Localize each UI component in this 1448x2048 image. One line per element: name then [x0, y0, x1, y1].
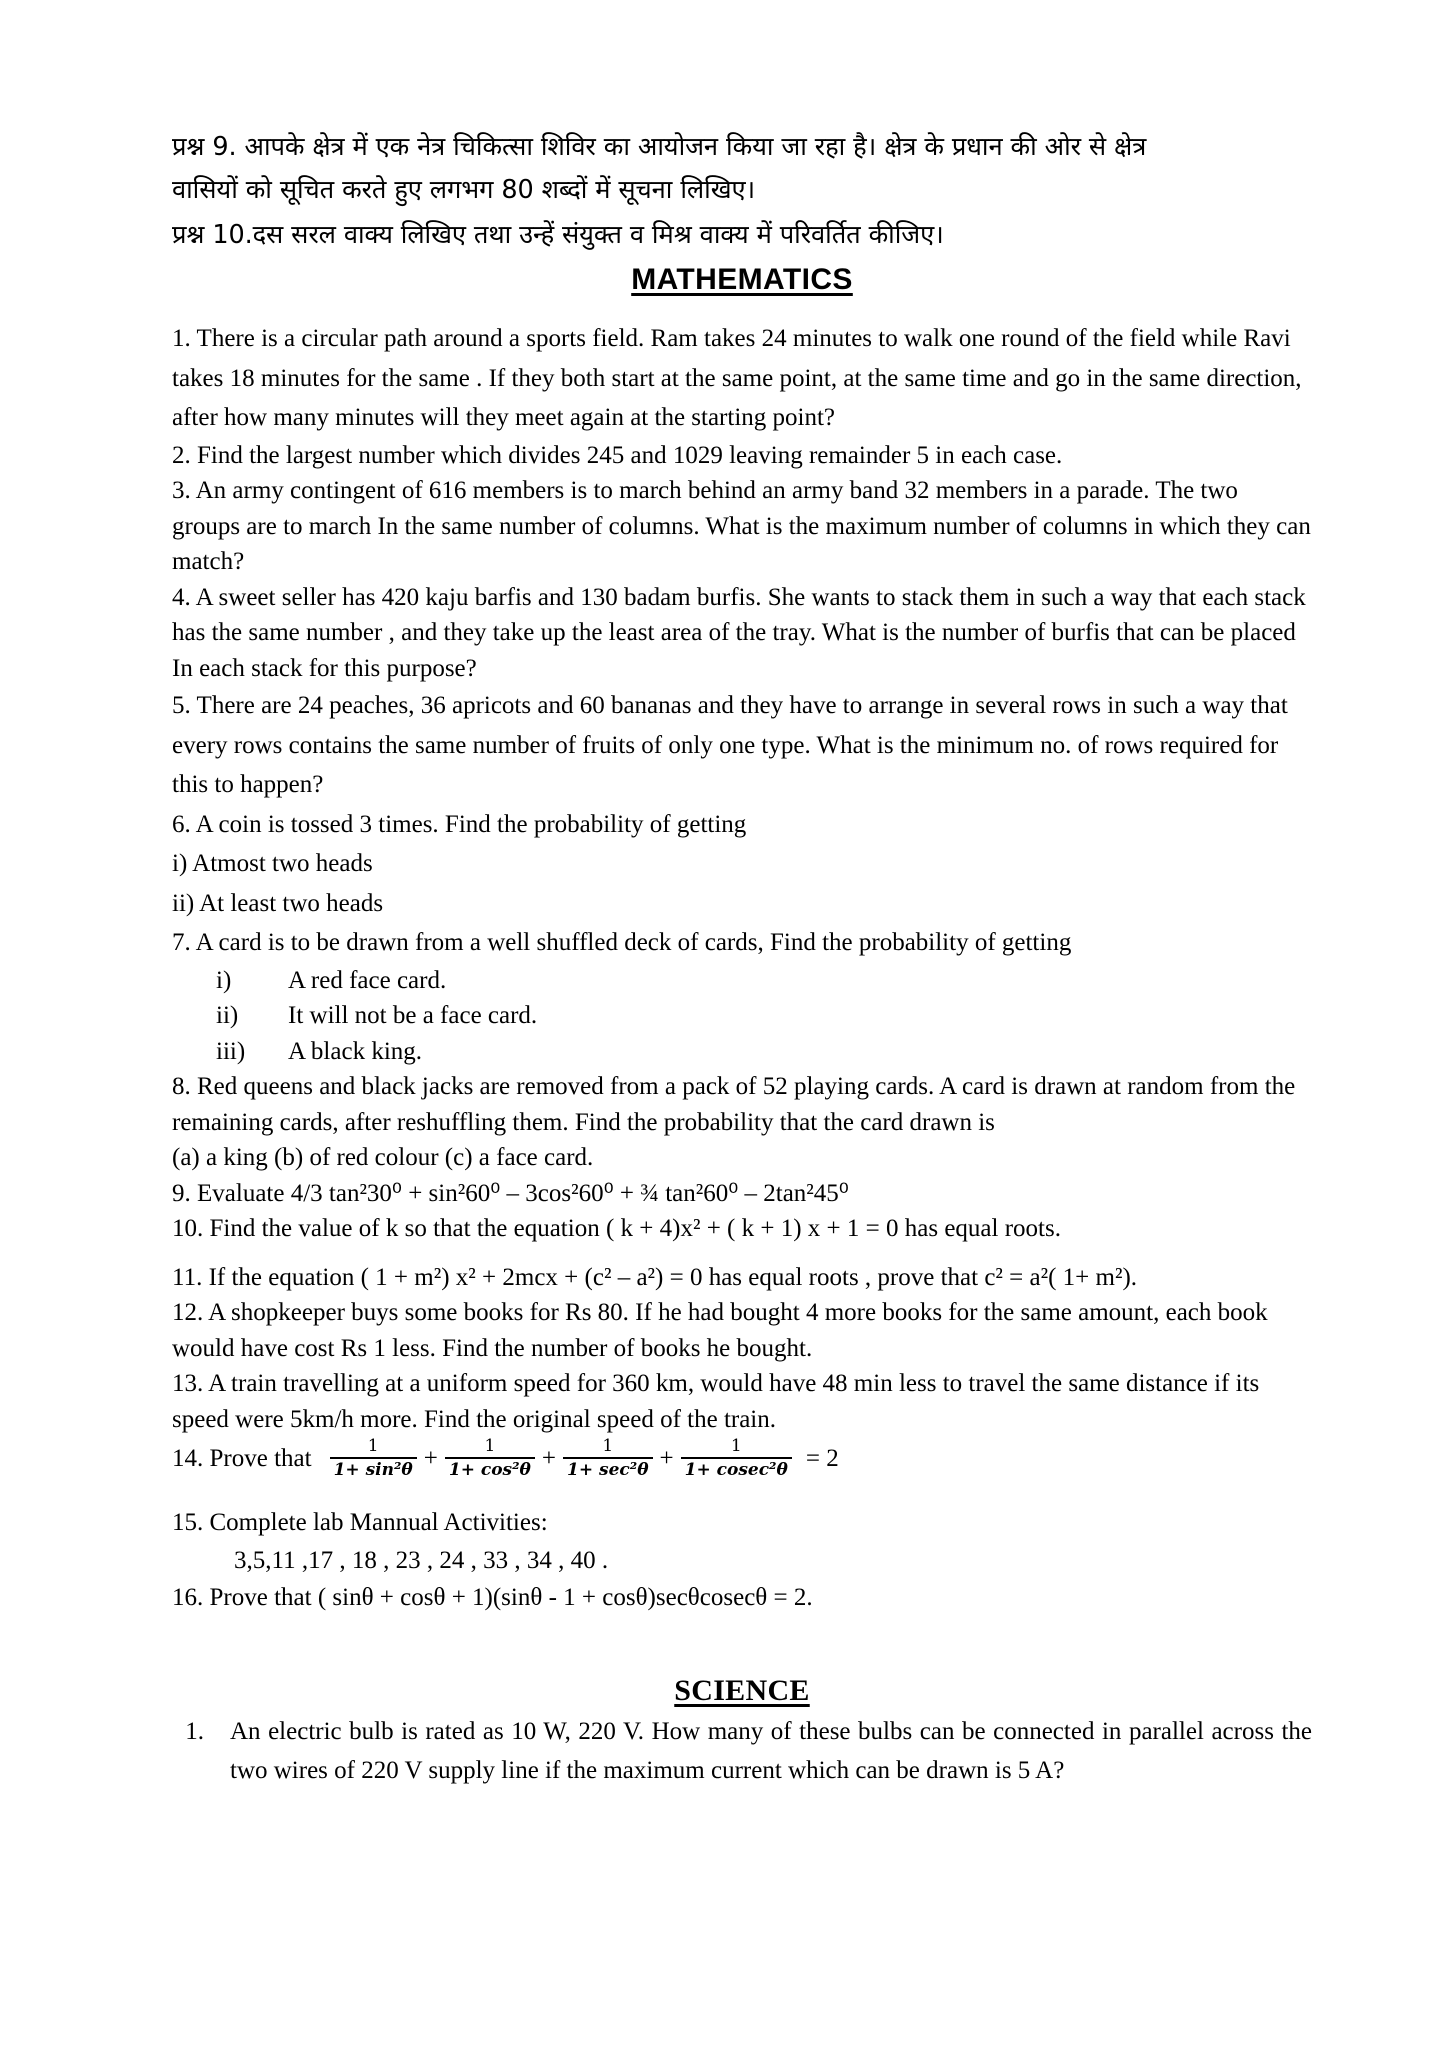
- math-question-5: 5. There are 24 peaches, 36 apricots and 60 bananas and they have to arrange in several rows in such a way that every rows contains the same number of fruits of only one type. What is the minimum no. of rows required for this to happen?: [172, 692, 1288, 798]
- math-question-14: [172, 1437, 1312, 1481]
- math-question-6-option-i: i) Atmost two heads: [172, 850, 373, 877]
- math-question-1: 1. There is a circular path around a sports field. Ram takes 24 minutes to walk one round of the field while Ravi takes 18 minutes for the same . If they both start at the same point, at the same time and go in the same direction, after how many minutes will they meet again at the starting point?: [172, 325, 1302, 431]
- hindi-question-9-line-1: प्रश्न 9. आपके क्षेत्र में एक नेत्र चिकित्सा शिविर का आयोजन किया जा रहा है। क्षेत्र के प्रधान की ओर से क्षेत्र: [172, 132, 1147, 162]
- science-heading: SCIENCE: [674, 1673, 810, 1707]
- math-question-10: 10. Find the value of k so that the equation ( k + 4)x² + ( k + 1) x + 1 = 0 has equal roots.: [172, 1215, 1061, 1242]
- hindi-question-10: प्रश्न 10.दस सरल वाक्य लिखिए तथा उन्हें संयुक्त व मिश्र वाक्य में परिवर्तित कीजिए।: [172, 220, 944, 250]
- math-question-2: 2. Find the largest number which divides 245 and 1029 leaving remainder 5 in each case.: [172, 441, 1063, 469]
- science-question-number: 1.: [185, 1717, 204, 1745]
- science-question-1: [172, 1712, 1312, 1790]
- math-question-7-item: [172, 1034, 1312, 1070]
- hindi-section: [172, 126, 1312, 257]
- fraction-denominator: 1+ sin²θ: [330, 1457, 417, 1481]
- math-question-3: 3. An army contingent of 616 members is to march behind an army band 32 members in a parade. The two groups are to march In the same number of columns. What is the maximum number of columns in which they can match?: [172, 477, 1311, 575]
- math-question-8: 8. Red queens and black jacks are removed from a pack of 52 playing cards. A card is drawn at random from the remaining cards, after reshuffling them. Find the probability that the card drawn is: [172, 1073, 1296, 1136]
- fraction-denominator: 1+ cos²θ: [445, 1457, 535, 1481]
- math-question-15-activities: 3,5,11 ,17 , 18 , 23 , 24 , 33 , 34 , 40 .: [234, 1546, 609, 1574]
- math-q7-numeral-ii: ii): [216, 1002, 239, 1029]
- math-question-12: 12. A shopkeeper buys some books for Rs 80. If he had bought 4 more books for the same amount, each book would have cost Rs 1 less. Find the number of books he bought.: [172, 1299, 1268, 1362]
- science-question-text: An electric bulb is rated as 10 W, 220 V. How many of these bulbs can be connected in parallel across the two wires of 220 V supply line if the maximum current which can be drawn is 5 A?: [230, 1717, 1312, 1784]
- math-q14-lead: 14. Prove that: [172, 1445, 312, 1473]
- math-q14-operator-2: +: [541, 1445, 557, 1473]
- mathematics-heading: MATHEMATICS: [631, 263, 853, 296]
- math-q14-fraction-2: [445, 1437, 535, 1481]
- math-q7-numeral-iii: iii): [216, 1037, 246, 1065]
- math-question-8-options: (a) a king (b) of red colour (c) a face card.: [172, 1144, 594, 1171]
- math-q14-fraction-1: [330, 1437, 417, 1481]
- math-question-13: 13. A train travelling at a uniform speed for 360 km, would have 48 min less to travel the same distance if its speed were 5km/h more. Find the original speed of the train.: [172, 1370, 1260, 1433]
- page-content: [172, 126, 1312, 1790]
- fraction-numerator: 1: [602, 1436, 614, 1456]
- math-question-6: 6. A coin is tossed 3 times. Find the probability of getting: [172, 810, 747, 838]
- math-q14-fraction-4: [681, 1437, 792, 1481]
- fraction-denominator: 1+ sec²θ: [563, 1457, 653, 1481]
- math-question-11: 11. If the equation ( 1 + m²) x² + 2mcx + (c² – a²) = 0 has equal roots , prove that c² = a²( 1+ m²).: [172, 1263, 1138, 1291]
- fraction-numerator: 1: [730, 1436, 742, 1456]
- fraction-denominator: 1+ cosec²θ: [681, 1457, 792, 1481]
- math-question-4: 4. A sweet seller has 420 kaju barfis and 130 badam burfis. She wants to stack them in such a way that each stack has the same number , and they take up the least area of the tray. What is the number of burfis that can be placed In each stack for this purpose?: [172, 583, 1306, 682]
- hindi-question-9-line-2: वासियों को सूचित करते हुए लगभग 80 शब्दों में सूचना लिखिए।: [172, 175, 756, 205]
- fraction-numerator: 1: [367, 1436, 379, 1456]
- math-q7-text-iii: A black king.: [288, 1037, 423, 1065]
- math-q7-numeral-i: i): [216, 966, 232, 994]
- math-q7-text-ii: It will not be a face card.: [288, 1002, 538, 1029]
- math-q14-fraction-3: [563, 1437, 653, 1481]
- math-question-15: 15. Complete lab Mannual Activities:: [172, 1509, 548, 1536]
- math-q14-equals: = 2: [805, 1445, 839, 1473]
- math-question-16: 16. Prove that ( sinθ + cosθ + 1)(sinθ - 1 + cosθ)secθcosecθ = 2.: [172, 1584, 813, 1611]
- math-question-7: 7. A card is to be drawn from a well shuffled deck of cards, Find the probability of getting: [172, 929, 1072, 956]
- math-question-6-option-ii: ii) At least two heads: [172, 889, 384, 917]
- math-question-7-item: [172, 998, 1312, 1034]
- math-question-9: 9. Evaluate 4/3 tan²30⁰ + sin²60⁰ – 3cos²60⁰ + ¾ tan²60⁰ – 2tan²45⁰: [172, 1179, 849, 1207]
- math-question-7-item: [172, 963, 1312, 999]
- math-q7-text-i: A red face card.: [288, 966, 447, 994]
- math-q14-operator-3: +: [659, 1445, 674, 1473]
- math-q14-operator-1: +: [423, 1445, 438, 1473]
- fraction-numerator: 1: [484, 1436, 496, 1456]
